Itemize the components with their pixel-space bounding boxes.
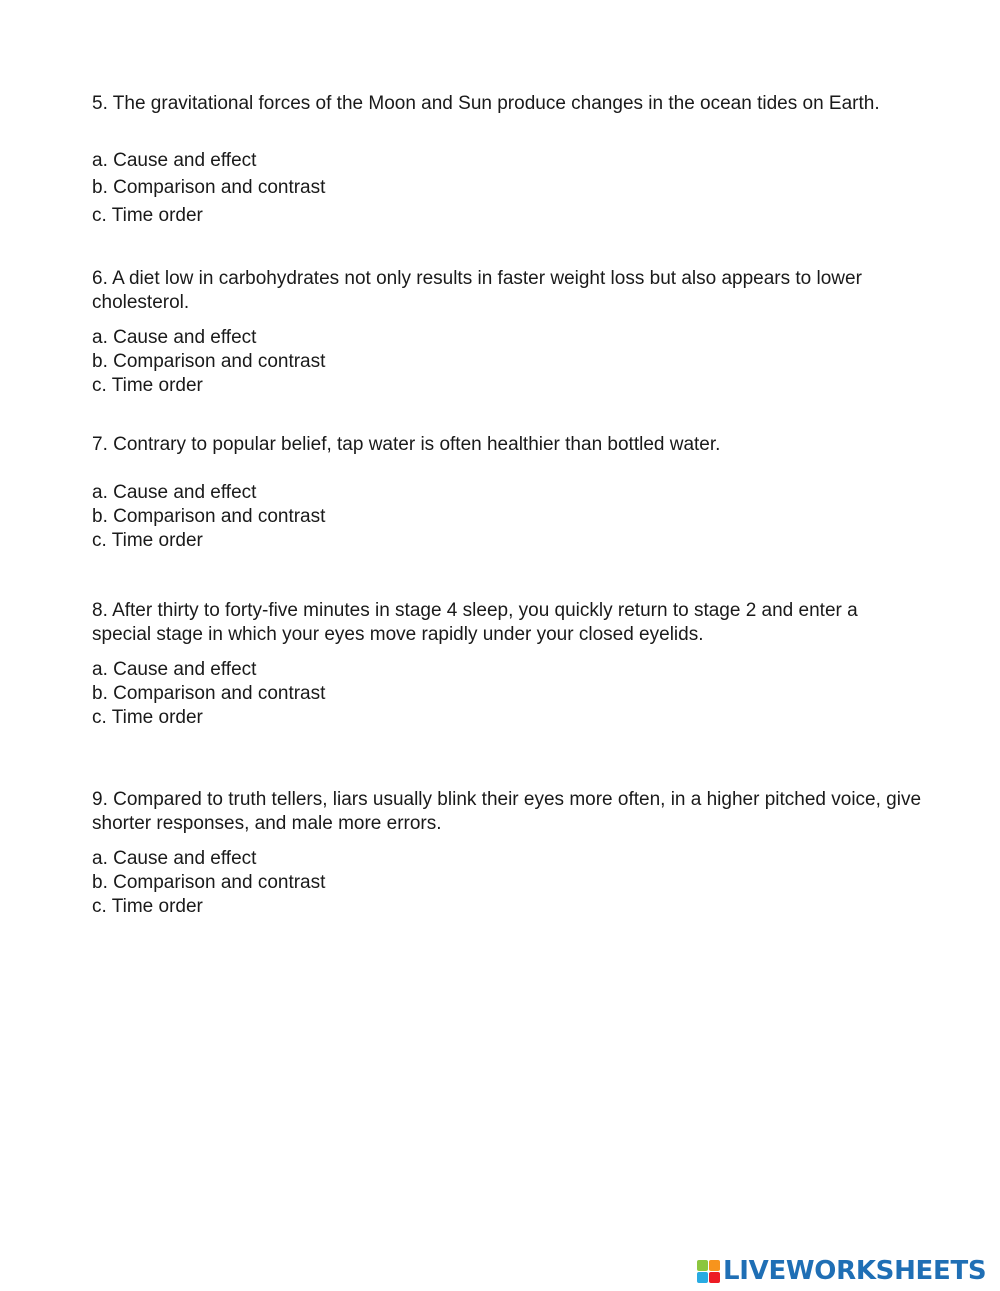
question-text: 6. A diet low in carbohydrates not only results in faster weight loss but also appears to lower cholesterol. bbox=[92, 268, 862, 313]
option-a[interactable]: a. Cause and effect bbox=[92, 659, 257, 680]
logo-block bbox=[709, 1272, 720, 1283]
option-b[interactable]: b. Comparison and contrast bbox=[92, 505, 326, 527]
option-a[interactable]: a. Cause and effect bbox=[92, 848, 257, 869]
option-c[interactable]: c. Time order bbox=[92, 529, 203, 551]
option-a[interactable]: a. Cause and effect bbox=[92, 481, 257, 503]
question-8 bbox=[92, 599, 922, 730]
answer-options bbox=[92, 326, 922, 398]
option-a[interactable]: a. Cause and effect bbox=[92, 327, 257, 348]
option-b[interactable]: b. Comparison and contrast bbox=[92, 683, 326, 704]
question-text: 7. Contrary to popular belief, tap water is often healthier than bottled water. bbox=[92, 434, 721, 455]
logo-blocks-icon bbox=[697, 1260, 720, 1283]
question-6 bbox=[92, 267, 922, 398]
question-text: 8. After thirty to forty-five minutes in stage 4 sleep, you quickly return to stage 2 and enter a special stage in which your eyes move rapidly under your closed eyelids. bbox=[92, 600, 858, 645]
question-text: 5. The gravitational forces of the Moon and Sun produce changes in the ocean tides on Earth. bbox=[92, 93, 880, 114]
logo-text: LIVEWORKSHEETS bbox=[723, 1256, 987, 1286]
option-c[interactable]: c. Time order bbox=[92, 896, 203, 917]
option-c[interactable]: c. Time order bbox=[92, 707, 203, 728]
answer-options bbox=[92, 658, 922, 730]
option-c[interactable]: c. Time order bbox=[92, 375, 203, 396]
option-b[interactable]: b. Comparison and contrast bbox=[92, 351, 326, 372]
liveworksheets-logo bbox=[697, 1254, 986, 1288]
question-5 bbox=[92, 92, 922, 229]
question-7 bbox=[92, 433, 922, 553]
option-c[interactable]: c. Time order bbox=[92, 204, 203, 226]
answer-options bbox=[92, 481, 922, 553]
option-b[interactable]: b. Comparison and contrast bbox=[92, 872, 326, 893]
question-text: 9. Compared to truth tellers, liars usually blink their eyes more often, in a higher pitched voice, give shorter responses, and male more errors. bbox=[92, 789, 922, 834]
option-a[interactable]: a. Cause and effect bbox=[92, 149, 257, 171]
option-b[interactable]: b. Comparison and contrast bbox=[92, 177, 326, 198]
logo-block bbox=[709, 1260, 720, 1271]
logo-block bbox=[697, 1272, 708, 1283]
answer-options bbox=[92, 147, 922, 230]
logo-block bbox=[697, 1260, 708, 1271]
question-9 bbox=[92, 788, 922, 919]
answer-options bbox=[92, 847, 922, 919]
